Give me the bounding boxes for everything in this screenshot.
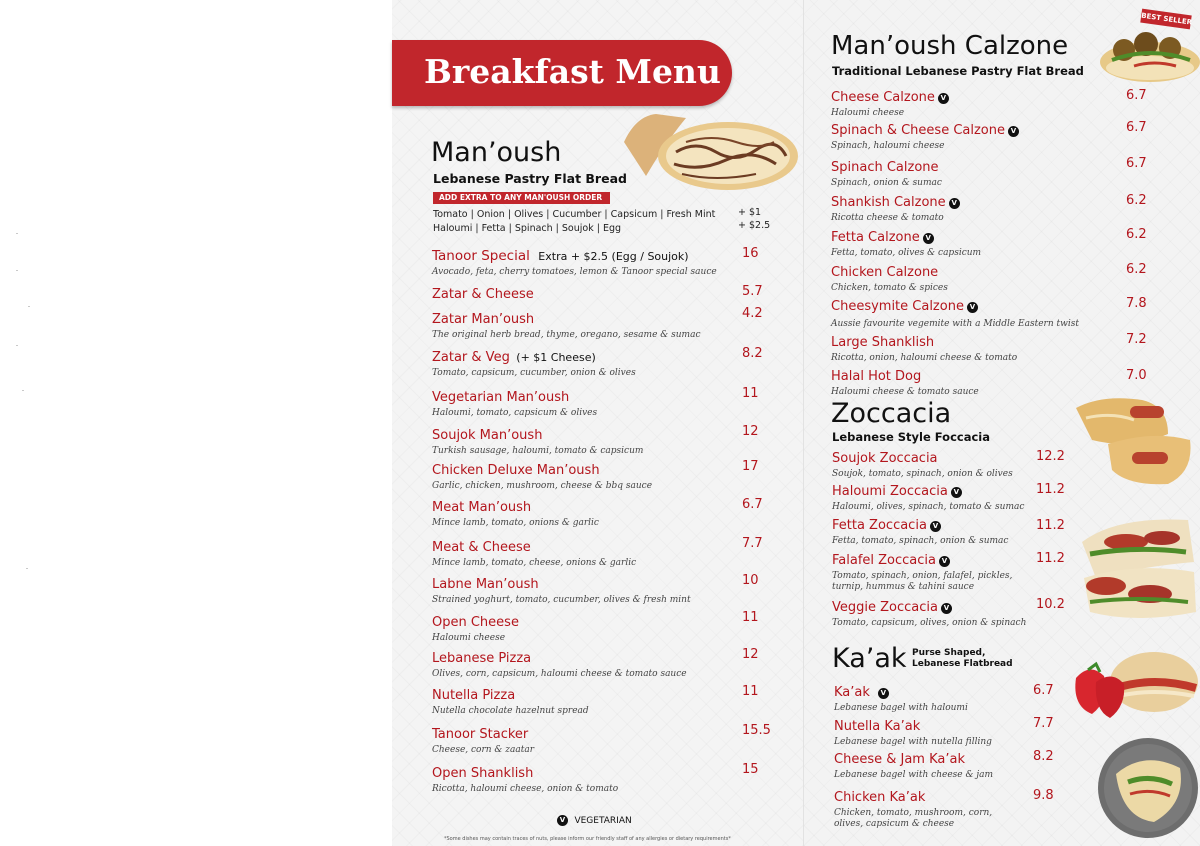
vegetarian-icon: V [923, 233, 934, 244]
vegetarian-icon: V [930, 521, 941, 532]
item-name: Zatar & Cheese [432, 287, 534, 302]
menu-item-vegetarian-manoush [432, 388, 597, 419]
menu-item-lebanese-pizza [432, 649, 687, 680]
menu-item-nutella-pizza [432, 686, 589, 717]
item-name: Lebanese Pizza [432, 651, 532, 666]
item-desc: Mince lamb, tomato, cheese, onions & garlic [432, 558, 637, 568]
vegetarian-icon: V [938, 93, 949, 104]
item-price: 11 [742, 684, 759, 699]
menu-item-cheese-jam-kaak [834, 750, 993, 781]
item-price: 6.7 [1126, 156, 1147, 171]
manoush-subtitle: Lebanese Pastry Flat Bread [433, 171, 627, 186]
breakfast-menu-banner [392, 40, 732, 106]
menu-item-open-shanklish [432, 764, 618, 795]
item-desc: Spinach, onion & sumac [831, 178, 942, 188]
extra-line-2: Haloumi | Fetta | Spinach | Soujok | Egg [433, 223, 622, 234]
item-name: Soujok Zoccacia [832, 451, 938, 466]
item-desc: Turkish sausage, haloumi, tomato & capsicum [432, 446, 644, 456]
extra-price-2: + $2.5 [738, 220, 771, 231]
item-name: Zatar & Veg [432, 350, 510, 365]
item-price: 10 [742, 573, 759, 588]
item-note: Extra + $2.5 (Egg / Soujok) [538, 250, 689, 263]
menu-item-tanoor-special [432, 247, 717, 278]
menu-item-fetta-calzone [831, 228, 981, 259]
item-name: Spinach & Cheese Calzone [831, 123, 1005, 138]
menu-item-meat-manoush [432, 498, 599, 529]
menu-item-halal-hot-dog [831, 367, 979, 398]
vegetarian-legend [557, 810, 632, 828]
item-price: 12.2 [1036, 449, 1065, 464]
item-desc: Haloumi, tomato, capsicum & olives [432, 408, 598, 418]
vegetarian-icon: V [949, 198, 960, 209]
item-name: Chicken Deluxe Man’oush [432, 463, 600, 478]
item-name: Chicken Calzone [831, 265, 939, 280]
blank-scan-area [0, 0, 392, 846]
item-desc: Lebanese bagel with cheese & jam [834, 770, 994, 780]
item-price: 6.7 [1126, 88, 1147, 103]
item-price: 17 [742, 459, 759, 474]
item-desc: Avocado, feta, cherry tomatoes, lemon & Tanoor special sauce [432, 267, 717, 277]
item-price: 7.7 [1033, 716, 1054, 731]
calzone-title: Man’oush Calzone [831, 31, 1069, 61]
item-name: Open Shanklish [432, 766, 534, 781]
item-price: 7.7 [742, 536, 763, 551]
item-price: 10.2 [1036, 597, 1065, 612]
item-desc-line-2: olives, capsicum & cheese [834, 819, 955, 829]
item-name: Meat & Cheese [432, 540, 531, 555]
item-price: 6.2 [1126, 227, 1147, 242]
item-desc: Fetta, tomato, spinach, onion & sumac [832, 536, 1009, 546]
menu-item-chicken-calzone [831, 263, 948, 294]
item-name: Cheese Calzone [831, 90, 935, 105]
item-desc: Soujok, tomato, spinach, onion & olives [832, 469, 1013, 479]
zoccacia-title: Zoccacia [831, 398, 952, 429]
item-desc: Tomato, capsicum, cucumber, onion & olives [432, 368, 636, 378]
item-name: Labne Man’oush [432, 577, 539, 592]
item-desc-line-2: turnip, hummus & tahini sauce [832, 582, 975, 592]
item-name: Nutella Pizza [432, 688, 516, 703]
item-name: Shankish Calzone [831, 195, 946, 210]
item-name: Ka’ak [834, 685, 870, 700]
item-name: Cheese & Jam Ka’ak [834, 752, 965, 767]
menu-item-haloumi-zoccacia [832, 482, 1024, 513]
item-desc: Nutella chocolate hazelnut spread [432, 706, 589, 716]
item-price: 6.7 [1126, 120, 1147, 135]
item-desc: Chicken, tomato & spices [831, 283, 948, 293]
item-desc: Olives, corn, capsicum, haloumi cheese & tomato sauce [432, 669, 687, 679]
menu-item-cheese-calzone [831, 88, 949, 119]
vegetarian-icon: V [939, 556, 950, 567]
menu-item-cheesymite-calzone [831, 297, 1079, 330]
item-desc: Chicken, tomato, mushroom, corn, [834, 808, 993, 818]
item-price: 8.2 [1033, 749, 1054, 764]
menu-item-large-shanklish [831, 333, 1017, 364]
item-name: Tanoor Stacker [432, 727, 529, 742]
menu-item-zatar-manoush [432, 310, 700, 341]
vegetarian-icon: V [967, 302, 978, 313]
vegetarian-icon: V [878, 688, 889, 699]
item-name: Veggie Zoccacia [832, 600, 938, 615]
item-desc: Haloumi cheese & tomato sauce [831, 387, 979, 397]
kaak-title: Ka’ak [832, 643, 907, 674]
item-price: 7.8 [1126, 296, 1147, 311]
item-name: Soujok Man’oush [432, 428, 543, 443]
item-price: 6.7 [1033, 683, 1054, 698]
item-name: Nutella Ka’ak [834, 719, 921, 734]
item-name: Falafel Zoccacia [832, 553, 936, 568]
item-name: Spinach Calzone [831, 160, 939, 175]
menu-item-spinach-calzone [831, 158, 942, 189]
item-desc: Ricotta cheese & tomato [831, 213, 944, 223]
item-desc: Ricotta, haloumi cheese, onion & tomato [432, 784, 619, 794]
item-price: 4.2 [742, 306, 763, 321]
vegetarian-icon: V [941, 603, 952, 614]
allergy-footnote: *Some dishes may contain traces of nuts, please inform our friendly staff of any allergies or dietary requirements* [444, 836, 731, 842]
menu-item-open-cheese [432, 613, 519, 644]
kaak-subtitle-line-1: Purse Shaped, [912, 648, 986, 658]
menu-item-soujok-zoccacia [832, 449, 1013, 480]
menu-item-meat-cheese [432, 538, 636, 569]
legend-label: VEGETARIAN [574, 816, 632, 826]
item-name: Chicken Ka’ak [834, 790, 926, 805]
item-desc: Spinach, haloumi cheese [831, 141, 945, 151]
menu-item-chicken-deluxe-manoush [432, 461, 652, 492]
item-price: 12 [742, 647, 759, 662]
kaak-subtitle-line-2: Lebanese Flatbread [912, 659, 1013, 669]
manoush-title: Man’oush [431, 137, 562, 168]
zoccacia-subtitle: Lebanese Style Foccacia [832, 430, 990, 444]
menu-item-veggie-zoccacia [832, 598, 1026, 629]
hotdog-foccacia-photo [1072, 394, 1196, 488]
item-note: (+ $1 Cheese) [516, 351, 596, 364]
item-price: 15 [742, 762, 759, 777]
menu-item-zatar-cheese [432, 285, 534, 303]
menu-item-falafel-zoccacia [832, 551, 1012, 593]
extra-price-1: + $1 [738, 207, 762, 218]
item-name: Zatar Man’oush [432, 312, 535, 327]
menu-item-nutella-kaak [834, 717, 992, 748]
vegetarian-icon: V [557, 815, 568, 826]
item-price: 11.2 [1036, 482, 1065, 497]
calzone-subtitle: Traditional Lebanese Pastry Flat Bread [832, 64, 1084, 78]
menu-item-soujok-manoush [432, 426, 643, 457]
item-name: Fetta Calzone [831, 230, 920, 245]
item-price: 11 [742, 386, 759, 401]
kaak-plate-photo [1094, 734, 1200, 842]
item-price: 6.2 [1126, 193, 1147, 208]
item-name: Open Cheese [432, 615, 519, 630]
item-desc: Lebanese bagel with nutella filling [834, 737, 992, 747]
strawberry-kaak-photo [1066, 648, 1200, 722]
item-price: 16 [742, 246, 759, 261]
best-seller-badge: BEST SELLER [1140, 9, 1191, 30]
item-name: Large Shanklish [831, 335, 935, 350]
item-price: 6.2 [1126, 262, 1147, 277]
item-price: 7.2 [1126, 332, 1147, 347]
vegetarian-icon: V [951, 487, 962, 498]
vegetarian-icon: V [1008, 126, 1019, 137]
item-desc: Ricotta, onion, haloumi cheese & tomato [831, 353, 1018, 363]
item-price: 8.2 [742, 346, 763, 361]
menu-item-zatar-veg [432, 348, 636, 379]
item-price: 6.7 [742, 497, 763, 512]
item-desc: Haloumi, olives, spinach, tomato & sumac [832, 502, 1025, 512]
item-name: Halal Hot Dog [831, 369, 922, 384]
item-price: 11.2 [1036, 551, 1065, 566]
item-name: Tanoor Special [432, 248, 530, 264]
extra-line-1: Tomato | Onion | Olives | Cucumber | Capsicum | Fresh Mint [433, 209, 716, 220]
menu-item-tanoor-stacker [432, 725, 534, 756]
item-name: Haloumi Zoccacia [832, 484, 948, 499]
item-desc: Cheese, corn & zaatar [432, 745, 535, 755]
item-desc: Garlic, chicken, mushroom, cheese & bbq sauce [432, 481, 653, 491]
item-desc: Strained yoghurt, tomato, cucumber, olives & fresh mint [432, 595, 691, 605]
sausage-pita-photo [1076, 512, 1200, 624]
item-desc: Mince lamb, tomato, onions & garlic [432, 518, 599, 528]
item-price: 12 [742, 424, 759, 439]
item-desc: Fetta, tomato, olives & capsicum [831, 248, 982, 258]
item-desc: Haloumi cheese [831, 108, 905, 118]
page-title: Breakfast Menu [424, 52, 721, 91]
menu-item-labne-manoush [432, 575, 691, 606]
flatbread-pizza-photo [616, 112, 802, 196]
item-name: Fetta Zoccacia [832, 518, 927, 533]
item-desc: Haloumi cheese [432, 633, 506, 643]
menu-item-fetta-zoccacia [832, 516, 1008, 547]
item-desc: Lebanese bagel with haloumi [834, 703, 968, 713]
item-name: Cheesymite Calzone [831, 299, 964, 314]
item-name: Meat Man’oush [432, 500, 532, 515]
item-price: 15.5 [742, 723, 771, 738]
item-desc: Aussie favourite vegemite with a Middle Eastern twist [831, 319, 1079, 329]
item-price: 7.0 [1126, 368, 1147, 383]
item-price: 5.7 [742, 284, 763, 299]
item-name: Vegetarian Man’oush [432, 390, 570, 405]
menu-item-chicken-kaak [834, 788, 992, 830]
menu-item-spinach-cheese-calzone [831, 121, 1019, 152]
item-desc: Tomato, capsicum, olives, onion & spinach [832, 618, 1027, 628]
item-price: 11 [742, 610, 759, 625]
item-desc: Tomato, spinach, onion, falafel, pickles, [832, 571, 1013, 581]
extra-badge: ADD EXTRA TO ANY MAN'OUSH ORDER [433, 192, 610, 204]
item-price: 11.2 [1036, 518, 1065, 533]
item-desc: The original herb bread, thyme, oregano, sesame & sumac [432, 330, 701, 340]
kaak-subtitle [912, 648, 1013, 670]
menu-item-shankish-calzone [831, 193, 960, 224]
menu-item-kaak [834, 683, 968, 714]
item-price: 9.8 [1033, 788, 1054, 803]
